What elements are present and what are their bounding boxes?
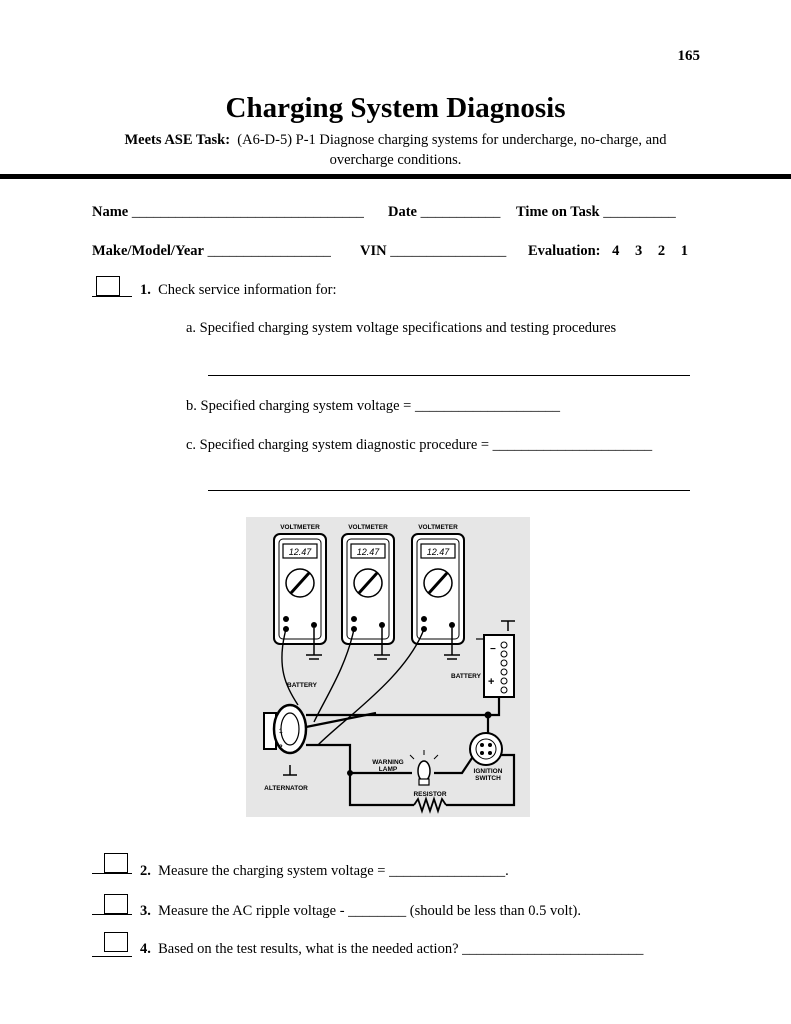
step-1-checkbox[interactable] xyxy=(96,276,120,296)
step-4-number: 4. xyxy=(140,941,151,957)
step-3-checkbox[interactable] xyxy=(104,894,128,914)
substep-a-answer-line[interactable] xyxy=(208,375,690,376)
voltmeter-1-label: VOLTMETER xyxy=(280,524,320,531)
evaluation-field xyxy=(528,243,688,260)
make-model-year-field[interactable] xyxy=(92,243,331,260)
substep-b[interactable]: b. Specified charging system voltage = ____________________ xyxy=(186,398,560,414)
date-blank[interactable]: ___________ xyxy=(420,204,501,220)
step-3-number: 3. xyxy=(140,903,151,919)
name-blank[interactable]: ________________________________ xyxy=(131,204,364,220)
step-4-checkbox[interactable] xyxy=(104,932,128,952)
alternator xyxy=(264,705,308,792)
ase-task-line1: (A6-D-5) P-1 Diagnose charging systems for undercharge, no-charge, and xyxy=(237,132,667,148)
warning-lamp xyxy=(372,750,438,785)
battery-label-left: BATTERY xyxy=(287,682,317,689)
warning-lamp-label-2: LAMP xyxy=(378,766,398,773)
battery-label-right: BATTERY xyxy=(451,673,481,680)
voltmeter-2-display: 12.47 xyxy=(356,547,380,557)
ase-task-label: Meets ASE Task: xyxy=(124,132,231,148)
vin-field[interactable] xyxy=(360,243,506,260)
ignition-switch xyxy=(470,733,503,782)
alternator-label: ALTERNATOR xyxy=(264,785,308,792)
step-3 xyxy=(140,903,581,920)
time-on-task-field[interactable] xyxy=(516,204,676,221)
page-number: 165 xyxy=(677,48,700,64)
date-label: Date xyxy=(388,204,417,220)
battery-minus: − xyxy=(490,644,496,655)
step-2-checkbox-line xyxy=(92,873,132,874)
ignition-label-2: SWITCH xyxy=(475,775,501,782)
diagram-svg xyxy=(246,517,530,817)
make-model-year-label: Make/Model/Year xyxy=(92,243,204,259)
voltmeter-1-display: 12.47 xyxy=(288,547,312,557)
step-2-text[interactable]: Measure the charging system voltage = ________________. xyxy=(158,863,509,879)
time-on-task-label: Time on Task xyxy=(516,204,600,220)
voltmeter-3 xyxy=(412,524,464,644)
substep-c-answer-line[interactable] xyxy=(208,490,690,491)
step-4-text[interactable]: Based on the test results, what is the needed action? _________________________ xyxy=(158,941,644,957)
step-3-checkbox-line xyxy=(92,914,132,915)
charging-system-diagram xyxy=(246,517,530,817)
name-label: Name xyxy=(92,204,129,220)
step-4 xyxy=(140,941,643,958)
evaluation-score-1[interactable]: 1 xyxy=(680,243,689,259)
header-divider xyxy=(0,174,791,179)
voltmeter-3-display: 12.47 xyxy=(426,547,450,557)
step-1-checkbox-line xyxy=(92,296,132,297)
evaluation-score-2[interactable]: 2 xyxy=(657,243,666,259)
make-model-year-blank[interactable]: _________________ xyxy=(207,243,331,259)
step-1-number: 1. xyxy=(140,282,151,298)
step-2 xyxy=(140,863,509,880)
date-field[interactable] xyxy=(388,204,500,221)
evaluation-label: Evaluation: xyxy=(528,243,601,259)
battery-plus: + xyxy=(488,676,495,688)
alternator-terminal-2: 2 xyxy=(279,744,283,751)
voltmeter-1 xyxy=(274,524,326,644)
voltmeter-3-label: VOLTMETER xyxy=(418,524,458,531)
alternator-terminal-1: 1 xyxy=(279,728,283,735)
substep-c[interactable]: c. Specified charging system diagnostic procedure = ______________________ xyxy=(186,437,653,453)
step-3-text[interactable]: Measure the AC ripple voltage - ________ (should be less than 0.5 volt). xyxy=(158,903,581,919)
evaluation-score-3[interactable]: 3 xyxy=(635,243,643,259)
time-on-task-blank[interactable]: __________ xyxy=(603,204,676,220)
voltmeter-2-label: VOLTMETER xyxy=(348,524,388,531)
resistor xyxy=(413,791,446,811)
step-2-checkbox[interactable] xyxy=(104,853,128,873)
warning-lamp-label-1: WARNING xyxy=(372,759,404,766)
ase-task-line2: overcharge conditions. xyxy=(329,152,462,168)
page-title: Charging System Diagnosis xyxy=(225,92,566,124)
voltmeter-2 xyxy=(342,524,394,644)
ignition-label-1: IGNITION xyxy=(473,768,503,775)
step-1 xyxy=(140,282,337,299)
step-4-checkbox-line xyxy=(92,956,132,957)
vin-label: VIN xyxy=(360,243,387,259)
step-1-text: Check service information for: xyxy=(158,282,337,298)
step-2-number: 2. xyxy=(140,863,151,879)
ase-task-subtitle xyxy=(60,130,731,170)
substep-a: a. Specified charging system voltage specifications and testing procedures xyxy=(186,320,617,336)
evaluation-score-4[interactable]: 4 xyxy=(612,243,620,259)
vin-blank[interactable]: ________________ xyxy=(390,243,507,259)
name-field[interactable] xyxy=(92,204,364,221)
resistor-label: RESISTOR xyxy=(413,791,447,798)
